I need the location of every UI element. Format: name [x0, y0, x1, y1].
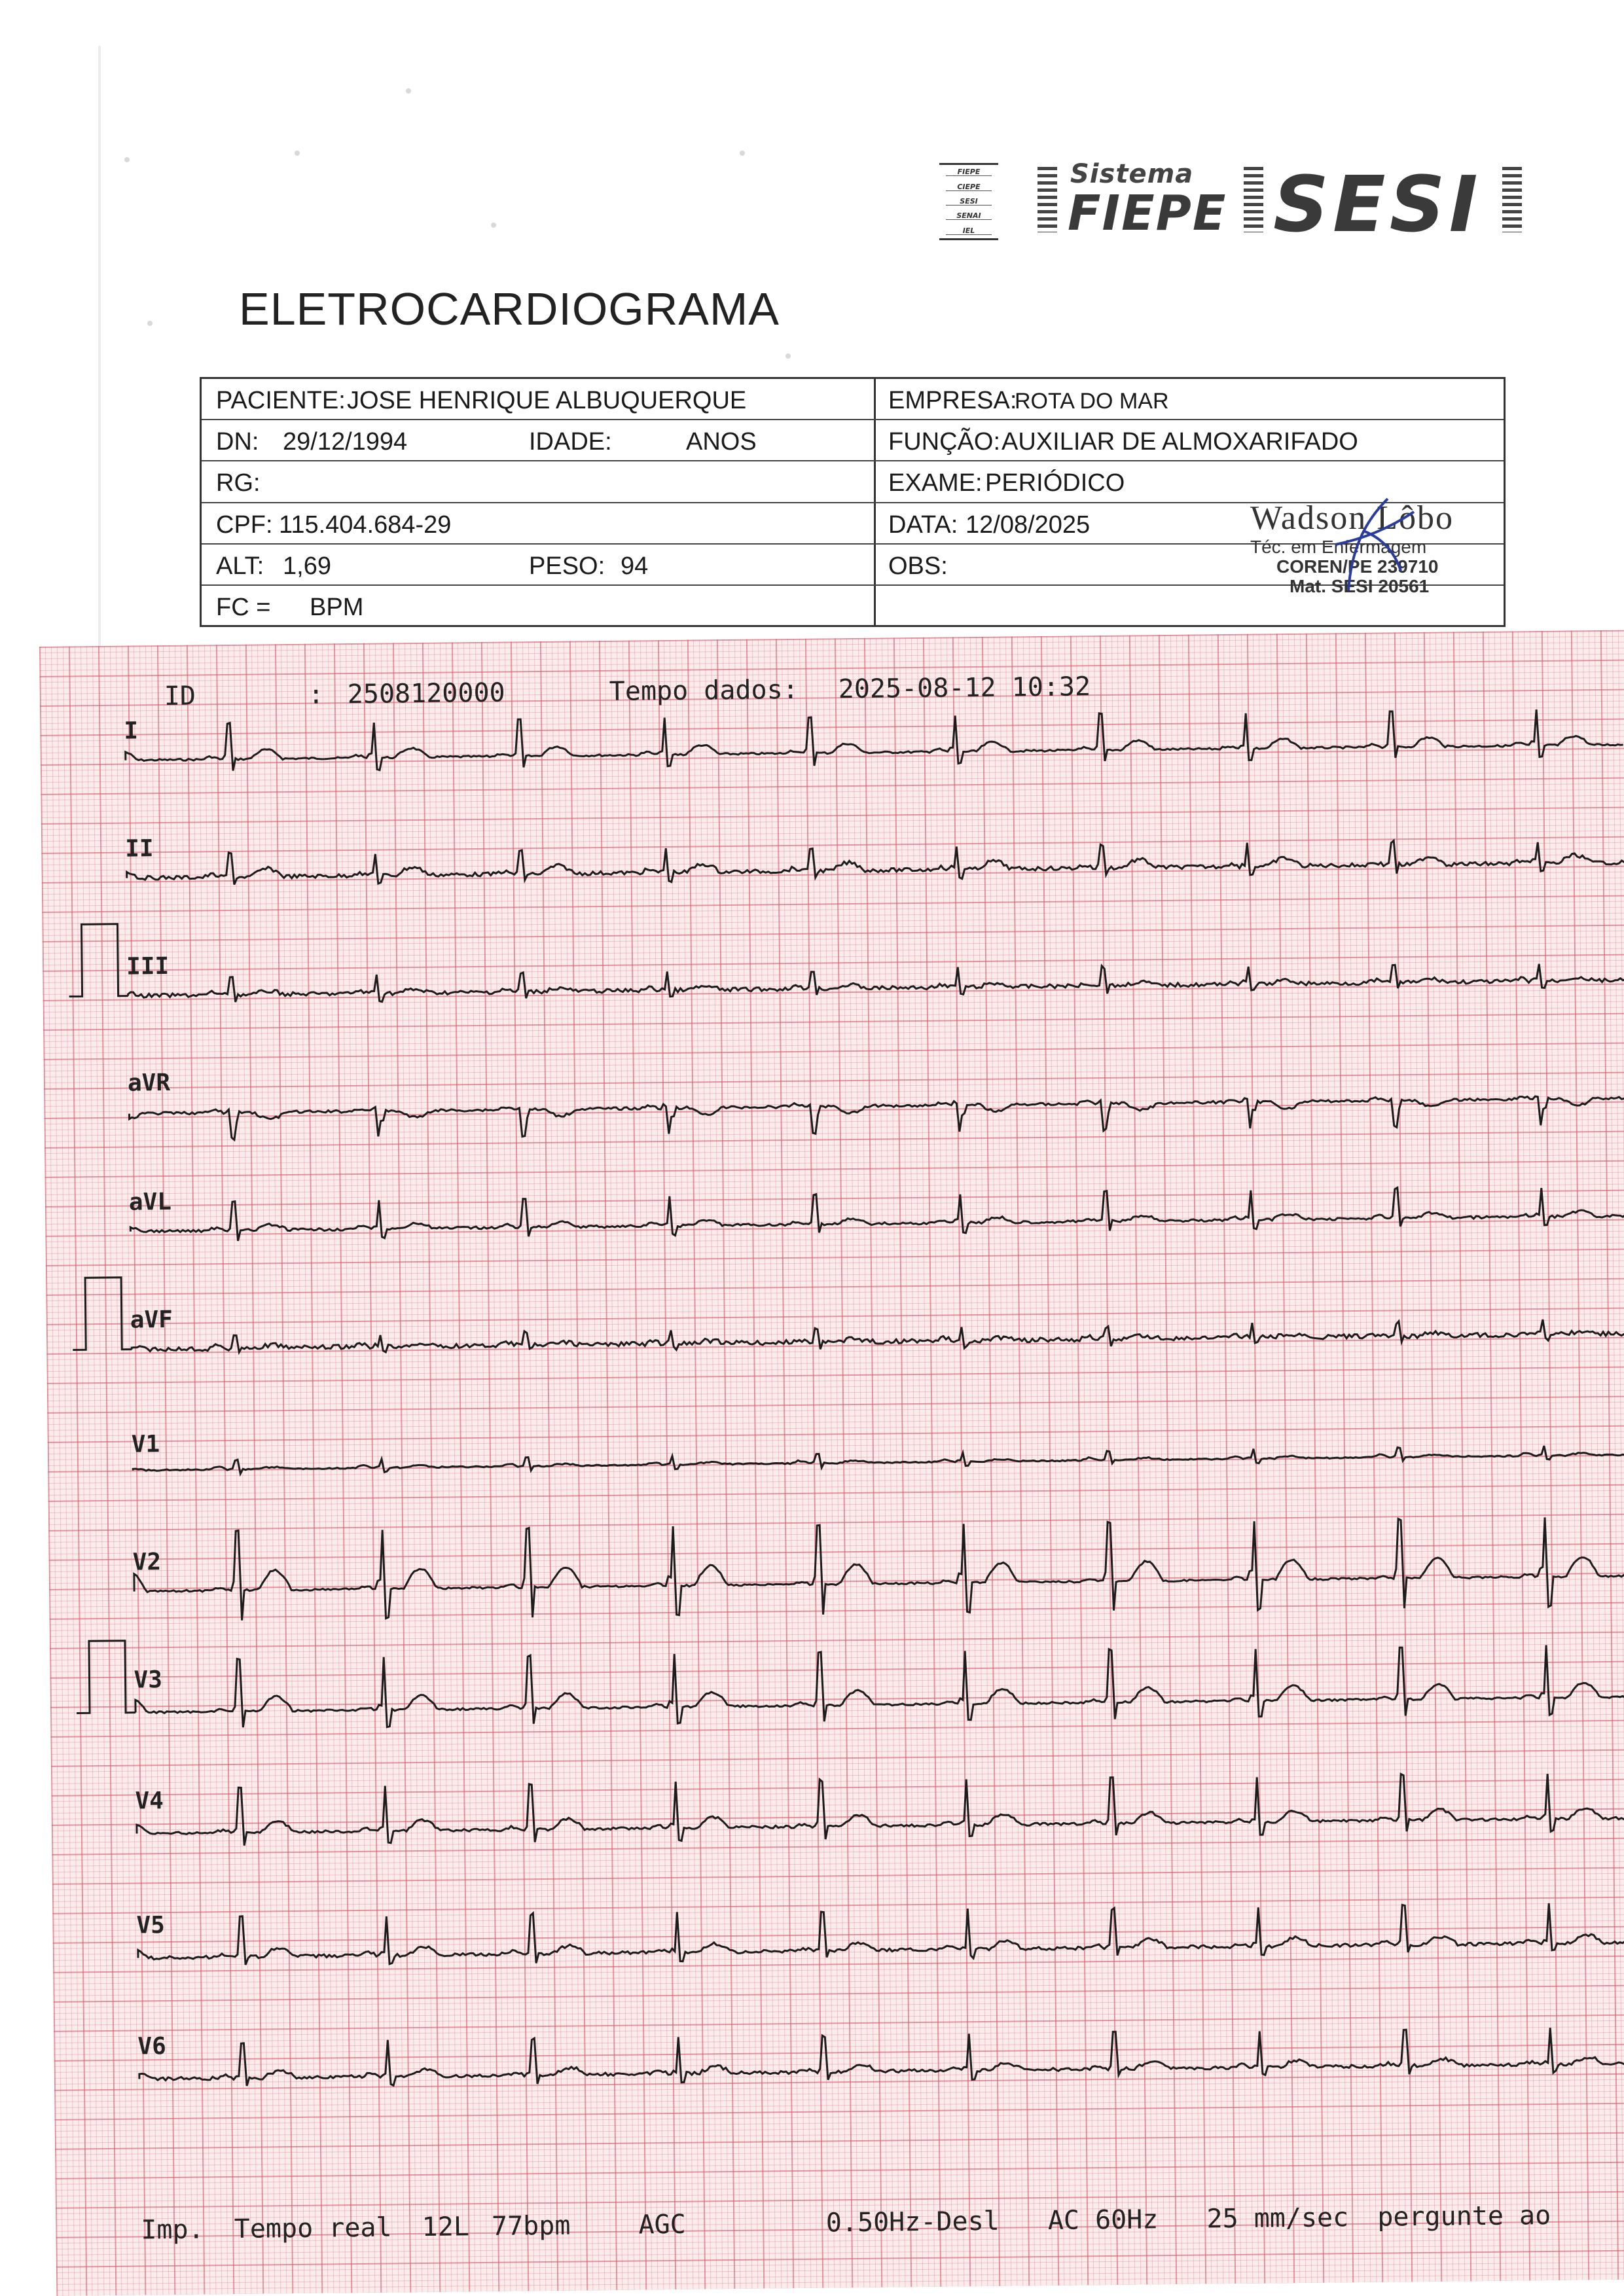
ecg-id-separator: : — [308, 679, 325, 710]
footer-agc: AGC — [638, 2209, 686, 2240]
peso-value: 94 — [621, 552, 649, 580]
logo-federation-block — [939, 163, 998, 240]
ecg-id-value: 2508120000 — [347, 677, 505, 710]
footer-rate: 77bpm — [491, 2210, 571, 2242]
obs-label: OBS: — [888, 552, 948, 580]
logo-bars-icon — [1038, 167, 1057, 232]
funcao-label: FUNÇÃO: — [888, 428, 1000, 456]
lead-label-v5: V5 — [136, 1912, 166, 1939]
footer-tail: pergunte ao — [1377, 2200, 1551, 2233]
logo-line: CIEPE — [946, 183, 992, 191]
scan-speck — [295, 151, 300, 156]
scan-speck — [406, 88, 411, 94]
row-rg — [202, 461, 874, 503]
patient-column — [202, 379, 876, 625]
logo-sistema-text: Sistema — [1070, 159, 1194, 189]
logo-line: SENAI — [946, 212, 992, 220]
logo-bars-icon — [1502, 167, 1522, 232]
scan-speck — [124, 157, 130, 162]
paciente-label: PACIENTE: — [216, 387, 346, 414]
ecg-tempo-value: 2025-08-12 10:32 — [838, 672, 1091, 705]
row-funcao — [874, 420, 1504, 461]
peso-label: PESO: — [529, 552, 605, 580]
footer-speed: 25 mm/sec — [1206, 2202, 1349, 2234]
stamp-coren: COREN/PE 239710 — [1276, 556, 1439, 577]
ecg-traces — [39, 630, 1624, 2296]
lead-label-avl: aVL — [128, 1188, 172, 1216]
row-paciente — [202, 379, 874, 420]
exame-label: EXAME: — [888, 469, 983, 497]
funcao-value: AUXILIAR DE ALMOXARIFADO — [1001, 428, 1358, 456]
logo-fiepe-text: FIEPE — [1068, 185, 1227, 242]
ecg-trace-avl — [130, 1185, 1624, 1242]
ecg-tempo-label: Tempo dados: — [609, 674, 799, 707]
ecg-trace-v2 — [134, 1516, 1624, 1622]
footer-imp: Imp. — [141, 2214, 204, 2246]
ecg-trace-v6 — [139, 2026, 1624, 2089]
logo-bars-icon — [1244, 167, 1263, 232]
empresa-value: ROTA DO MAR — [1015, 389, 1169, 414]
sistema-fiepe-sesi-logo — [939, 159, 1528, 249]
lead-label-v3: V3 — [134, 1666, 163, 1694]
exame-value: PERIÓDICO — [985, 469, 1125, 497]
nurse-stamp-signature — [1237, 499, 1512, 603]
ecg-trace-v4 — [136, 1771, 1624, 1847]
footer-leads: 12L — [422, 2212, 470, 2243]
dn-value: 29/12/1994 — [283, 428, 408, 456]
calibration-pulse — [76, 1641, 135, 1713]
lead-label-i: I — [124, 717, 139, 745]
logo-line: FIEPE — [946, 168, 992, 176]
logo-sesi-text: SESI — [1273, 159, 1482, 249]
calibration-pulse — [72, 1278, 132, 1350]
lead-label-v4: V4 — [135, 1787, 164, 1815]
ecg-trace-avf — [132, 1319, 1624, 1357]
dn-label: DN: — [216, 428, 259, 456]
ecg-trace-v5 — [137, 1901, 1624, 1967]
ecg-trace-ii — [126, 838, 1624, 888]
lead-label-avr: aVR — [127, 1069, 171, 1097]
footer-ac: AC 60Hz — [1047, 2204, 1159, 2236]
ecg-paper-strip — [39, 630, 1624, 2296]
stamp-name: Wadson Lôbo — [1250, 499, 1454, 537]
lead-label-iii: III — [126, 952, 170, 980]
idade-label: IDADE: — [529, 428, 612, 456]
logo-line: SESI — [946, 198, 992, 206]
row-cpf — [202, 503, 874, 545]
scan-speck — [785, 353, 791, 359]
logo-line: IEL — [946, 227, 992, 235]
fc-unit: BPM — [310, 593, 364, 621]
data-value: 12/08/2025 — [965, 511, 1091, 539]
data-label: DATA: — [888, 511, 958, 539]
scan-speck — [491, 223, 496, 228]
footer-mode: Tempo real — [234, 2212, 392, 2245]
alt-value: 1,69 — [283, 552, 331, 580]
ecg-id-label: ID — [164, 681, 196, 712]
row-alt — [202, 545, 874, 586]
row-dn — [202, 420, 874, 461]
empresa-label: EMPRESA: — [888, 387, 1017, 414]
ecg-trace-v1 — [133, 1445, 1624, 1475]
scan-speck — [740, 151, 745, 156]
cpf-label: CPF: — [216, 511, 273, 539]
ecg-trace-avr — [129, 1094, 1624, 1141]
lead-label-v1: V1 — [131, 1431, 160, 1458]
lead-label-v6: V6 — [137, 2033, 166, 2060]
cpf-value: 115.404.684-29 — [279, 511, 452, 539]
calibration-pulse — [68, 924, 128, 997]
alt-label: ALT: — [216, 552, 264, 580]
idade-unit: ANOS — [686, 428, 757, 456]
document-title: ELETROCARDIOGRAMA — [239, 283, 780, 334]
ecg-trace-i — [125, 708, 1623, 773]
ecg-trace-v3 — [135, 1643, 1624, 1730]
rg-label: RG: — [216, 469, 261, 497]
footer-filter: 0.50Hz-Desl — [825, 2206, 1000, 2238]
scan-speck — [147, 321, 153, 326]
lead-label-ii: II — [125, 835, 154, 863]
ecg-trace-iii — [128, 960, 1624, 1005]
stamp-mat: Mat. SESI 20561 — [1290, 576, 1430, 596]
fc-label: FC = — [216, 593, 271, 621]
lead-label-v2: V2 — [132, 1549, 162, 1576]
signature-scribble — [1237, 492, 1512, 603]
scan-edge — [98, 46, 101, 674]
paciente-value: JOSE HENRIQUE ALBUQUERQUE — [347, 387, 747, 414]
row-fc — [202, 586, 874, 627]
stamp-role: Téc. em Enfermagem — [1250, 537, 1427, 557]
row-empresa — [874, 379, 1504, 420]
lead-label-avf: aVF — [130, 1306, 173, 1334]
